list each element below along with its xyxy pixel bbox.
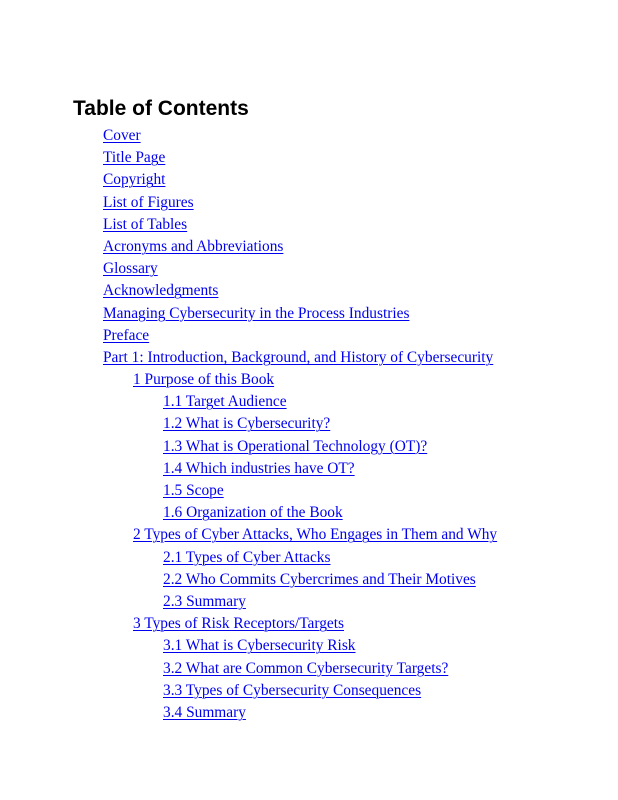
toc-link[interactable]: 3.1 What is Cybersecurity Risk — [163, 637, 356, 655]
toc-link[interactable]: Preface — [103, 326, 150, 344]
toc-title: Table of Contents — [73, 97, 249, 120]
toc-link[interactable]: List of Figures — [103, 193, 194, 211]
toc-link[interactable]: Glossary — [103, 260, 158, 278]
toc-link[interactable]: 3 Types of Risk Receptors/Targets — [133, 615, 345, 633]
toc-entry — [0, 214, 497, 236]
toc-link[interactable]: 1.4 Which industries have OT? — [163, 459, 355, 477]
toc-entry — [0, 458, 497, 480]
toc-entry — [0, 369, 497, 391]
toc-link[interactable]: 2 Types of Cyber Attacks, Who Engages in Them and Why — [133, 526, 498, 544]
toc-entry — [0, 347, 497, 369]
toc-link[interactable]: List of Tables — [103, 215, 188, 233]
toc-entry — [0, 591, 497, 613]
toc-entry — [0, 702, 497, 724]
toc-link[interactable]: Title Page — [103, 149, 166, 167]
toc-link[interactable]: Copyright — [103, 171, 166, 189]
toc-link[interactable]: Part 1: Introduction, Background, and History of Cybersecurity — [103, 348, 494, 366]
toc-link[interactable]: 1.6 Organization of the Book — [163, 504, 343, 522]
toc-link[interactable]: 1.3 What is Operational Technology (OT)? — [163, 437, 428, 455]
toc-entry — [0, 480, 497, 502]
toc-entry — [0, 147, 497, 169]
toc-entry — [0, 680, 497, 702]
toc-link[interactable]: 1.5 Scope — [163, 482, 224, 499]
toc-link[interactable]: Cover — [103, 127, 141, 144]
toc-entry — [0, 502, 497, 524]
toc-link[interactable]: Acronyms and Abbreviations — [103, 237, 284, 255]
toc-list — [0, 125, 497, 724]
toc-entry — [0, 169, 497, 191]
toc-entry — [0, 125, 497, 147]
toc-link[interactable]: 1 Purpose of this Book — [133, 371, 275, 389]
toc-entry — [0, 613, 497, 635]
toc-entry — [0, 258, 497, 280]
toc-entry — [0, 303, 497, 325]
toc-link[interactable]: 1.2 What is Cybersecurity? — [163, 415, 331, 433]
toc-link[interactable]: 2.1 Types of Cyber Attacks — [163, 548, 331, 566]
toc-entry — [0, 391, 497, 413]
toc-link[interactable]: 2.3 Summary — [163, 592, 246, 610]
toc-link[interactable]: Managing Cybersecurity in the Process Industries — [103, 304, 410, 322]
toc-entry — [0, 524, 497, 546]
toc-entry — [0, 569, 497, 591]
toc-link[interactable]: Acknowledgments — [103, 282, 219, 300]
toc-link[interactable]: 3.3 Types of Cybersecurity Consequences — [163, 681, 422, 699]
toc-entry — [0, 635, 497, 657]
toc-link[interactable]: 3.4 Summary — [163, 703, 246, 721]
toc-entry — [0, 658, 497, 680]
toc-entry — [0, 325, 497, 347]
toc-entry — [0, 280, 497, 302]
toc-entry — [0, 236, 497, 258]
toc-entry — [0, 413, 497, 435]
toc-link[interactable]: 1.1 Target Audience — [163, 393, 287, 411]
toc-link[interactable]: 2.2 Who Commits Cybercrimes and Their Motives — [163, 570, 476, 588]
toc-entry — [0, 192, 497, 214]
toc-link[interactable]: 3.2 What are Common Cybersecurity Targets? — [163, 659, 449, 677]
toc-entry — [0, 547, 497, 569]
toc-entry — [0, 436, 497, 458]
